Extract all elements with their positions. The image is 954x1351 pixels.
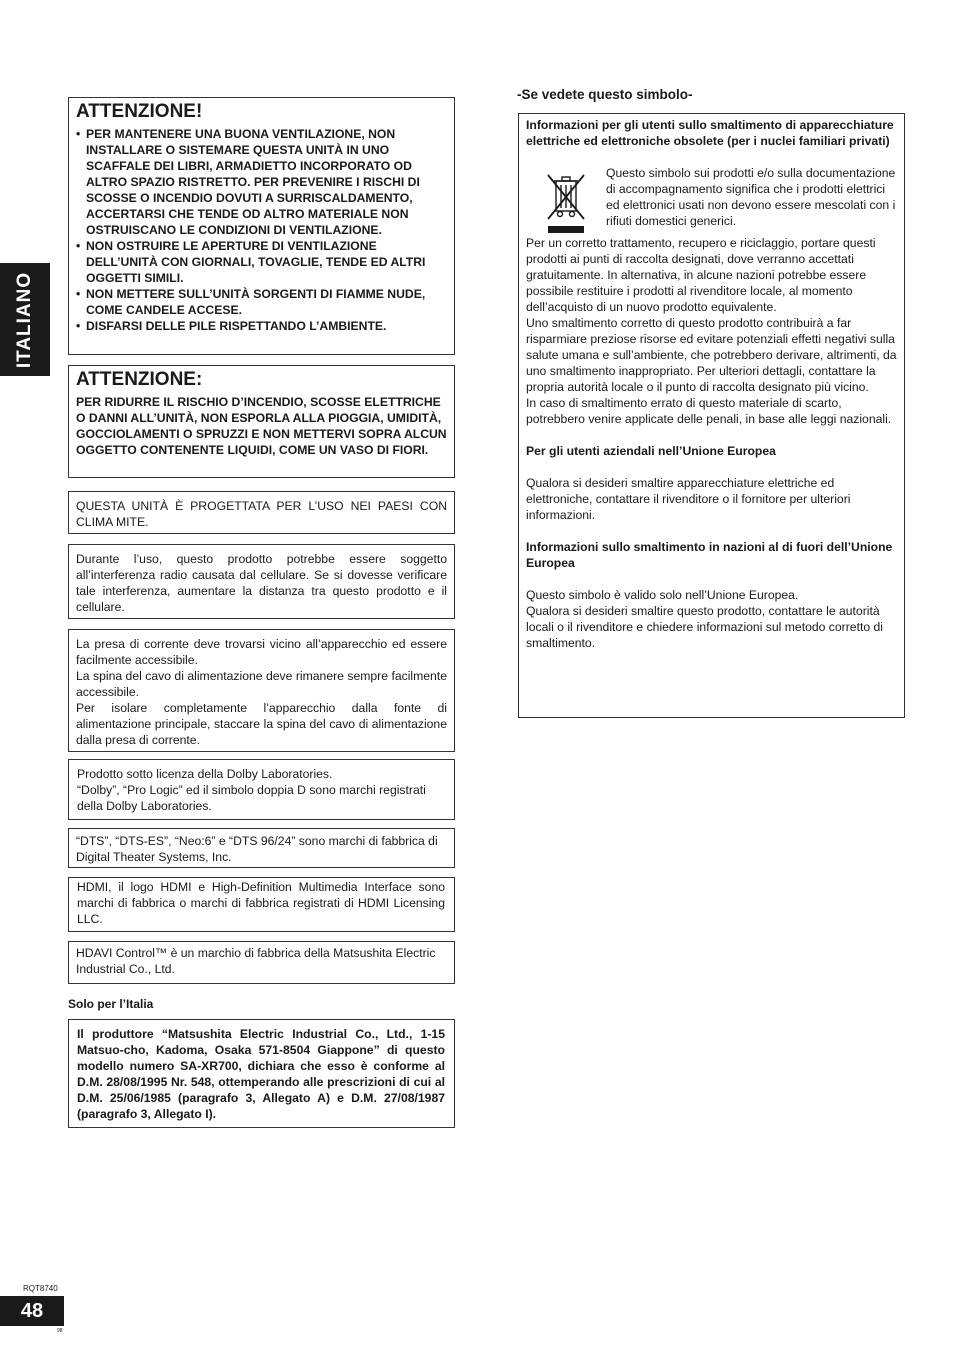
footer-tiny-code: 98	[57, 1328, 63, 1334]
symbol-heading: -Se vedete questo simbolo-	[517, 87, 693, 102]
warning-item: • NON OSTRUIRE LE APERTURE DI VENTILAZIONE DELL’UNITÀ CON GIORNALI, TOVAGLIE, TENDE ED ALTRI OGGETTI SIMILI.	[76, 238, 447, 286]
dts-note: “DTS”, “DTS-ES”, “Neo:6” e “DTS 96/24” sono marchi di fabbrica di Digital Theater Systems, Inc.	[76, 834, 438, 864]
dolby-note-line: Prodotto sotto licenza della Dolby Laboratories.	[77, 767, 333, 781]
document-code: RQT8740	[23, 1284, 58, 1293]
hdavi-note: HDAVI Control™ è un marchio di fabbrica della Matsushita Electric Industrial Co., Ltd.	[76, 946, 436, 976]
power-note-box	[68, 629, 455, 752]
weee-symbol-text: Questo simbolo sui prodotti e/o sulla documentazione di accompagnamento significa che i prodotti elettrici ed elettronici usati non devono essere mescolati con i rifiuti domestici generici.	[606, 166, 896, 228]
warning-title: ATTENZIONE:	[76, 369, 203, 390]
hdavi-note-box	[68, 941, 455, 984]
language-tab	[0, 263, 50, 376]
outside-eu-text: Qualora si desideri smaltire questo prodotto, contattare le autorità locali o il rivenditore e chiedere informazioni sul metodo corretto di smaltimento.	[526, 604, 883, 650]
dts-note-box	[68, 828, 455, 868]
warning-list	[76, 126, 447, 334]
phone-note-box	[68, 544, 455, 619]
disposal-paragraph: Per un corretto trattamento, recupero e riciclaggio, portare questi prodotti ai punti di raccolta designati, dove verranno accettati gratuitamente. In alternativa, in alcune nazioni potrebbe essere possibile restituire i prodotti al rivenditore locale, al momento dell’acquisto di un nuovo prodotto equivalente.	[526, 236, 876, 314]
climate-note-box	[68, 491, 455, 534]
language-tab-label: ITALIANO	[14, 271, 35, 368]
phone-note: Durante l’uso, questo prodotto potrebbe essere soggetto all’interferenza radio causata dal cellulare. Se si dovesse verificare tale interferenza, aumentare la distanza tra questo prodotto e il cellulare.	[76, 552, 447, 614]
disposal-title: Informazioni per gli utenti sullo smaltimento di apparecchiature elettriche ed elettroniche obsolete (per i nuclei familiari privati)	[526, 118, 894, 148]
warning-box-ventilation	[68, 97, 455, 355]
italy-note-box	[68, 1019, 455, 1128]
outside-eu-title: Informazioni sullo smaltimento in nazioni al di fuori dell’Unione Europea	[526, 540, 893, 570]
warning-item: • PER MANTENERE UNA BUONA VENTILAZIONE, NON INSTALLARE O SISTEMARE QUESTA UNITÀ IN UNO SCAFFALE DEI LIBRI, ARMADIETTO INCORPORATO OD ALTRO SPAZIO RISTRETTO. PER PREVENIRE I RISCHI DI SCOSSE O INCENDIO DOVUTI A SURRISCALDAMENTO, ACCERTARSI CHE TENDE OD ALTRO MATERIALE NON OSTRUISCANO LE CONDIZIONI DI VENTILAZIONE.	[76, 126, 447, 238]
italy-note: Il produttore “Matsushita Electric Industrial Co., Ltd., 1-15 Matsuo-cho, Kadoma, Osaka 571-8504 Giappone” di questo modello numero SA-XR700, dichiara che esso è conforme al D.M. 28/08/1995 Nr. 548, ottemperando alle prescrizioni di cui al D.M. 25/06/1985 (paragrafo 3, Allegato A) e D.M. 27/08/1987 (paragrafo 3, Allegato I).	[77, 1027, 445, 1121]
weee-bin-icon	[526, 165, 606, 235]
outside-eu-text: Questo simbolo è valido solo nell’Unione Europea.	[526, 588, 799, 602]
weee-row	[526, 165, 897, 235]
power-note-line: La presa di corrente deve trovarsi vicino all’apparecchio ed essere facilmente accessibile.	[76, 637, 447, 667]
climate-note: QUESTA UNITÀ È PROGETTATA PER L’USO NEI PAESI CON CLIMA MITE.	[76, 499, 447, 529]
italy-label: Solo per l’Italia	[68, 997, 154, 1011]
business-title: Per gli utenti aziendali nell’Unione Europea	[526, 444, 776, 458]
hdmi-note: HDMI, il logo HDMI e High-Definition Multimedia Interface sono marchi di fabbrica o marchi di fabbrica registrati di HDMI Licensing LLC.	[77, 880, 445, 926]
dolby-note-box	[68, 759, 455, 820]
disposal-paragraph: Uno smaltimento corretto di questo prodotto contribuirà a far risparmiare preziose risorse ed evitare potenziali effetti negativi sulla salute umana e sull’ambiente, che potrebbero derivare, altrimenti, da uno smaltimento inappropriato. Per ulteriori dettagli, contattare la propria autorità locale o il punto di raccolta designato più vicino.	[526, 316, 897, 394]
power-note-line: Per isolare completamente l’apparecchio dalla fonte di alimentazione principale, staccare la spina del cavo di alimentazione dalla presa di corrente.	[76, 701, 447, 747]
warning-text: PER RIDURRE IL RISCHIO D’INCENDIO, SCOSSE ELETTRICHE O DANNI ALL’UNITÀ, NON ESPORLA ALLA PIOGGIA, UMIDITÀ, GOCCIOLAMENTI O SPRUZZI E NON METTERVI SOPRA ALCUN OGGETTO CONTENENTE LIQUIDI, COME UN VASO DI FIORI.	[76, 395, 447, 457]
crossed-bin-icon	[546, 171, 586, 235]
dolby-note-line: “Dolby”, “Pro Logic” ed il simbolo doppia D sono marchi registrati della Dolby Laboratories.	[77, 783, 426, 813]
warning-title: ATTENZIONE!	[76, 101, 203, 122]
warning-box-fire	[68, 365, 455, 478]
power-note-line: La spina del cavo di alimentazione deve rimanere sempre facilmente accessibile.	[76, 669, 447, 699]
disposal-info-box	[518, 113, 905, 718]
business-text: Qualora si desideri smaltire apparecchiature elettriche ed elettroniche, contattare il rivenditore o il fornitore per ulteriori informazioni.	[526, 476, 851, 522]
disposal-paragraph: In caso di smaltimento errato di questo materiale di scarto, potrebbero venire applicate delle penali, in base alle leggi nazionali.	[526, 396, 892, 426]
page-number	[0, 1296, 64, 1326]
warning-item: • DISFARSI DELLE PILE RISPETTANDO L’AMBIENTE.	[76, 318, 447, 334]
warning-item: • NON METTERE SULL’UNITÀ SORGENTI DI FIAMME NUDE, COME CANDELE ACCESE.	[76, 286, 447, 318]
hdmi-note-box	[68, 877, 455, 932]
page-number-label: 48	[20, 1299, 44, 1322]
